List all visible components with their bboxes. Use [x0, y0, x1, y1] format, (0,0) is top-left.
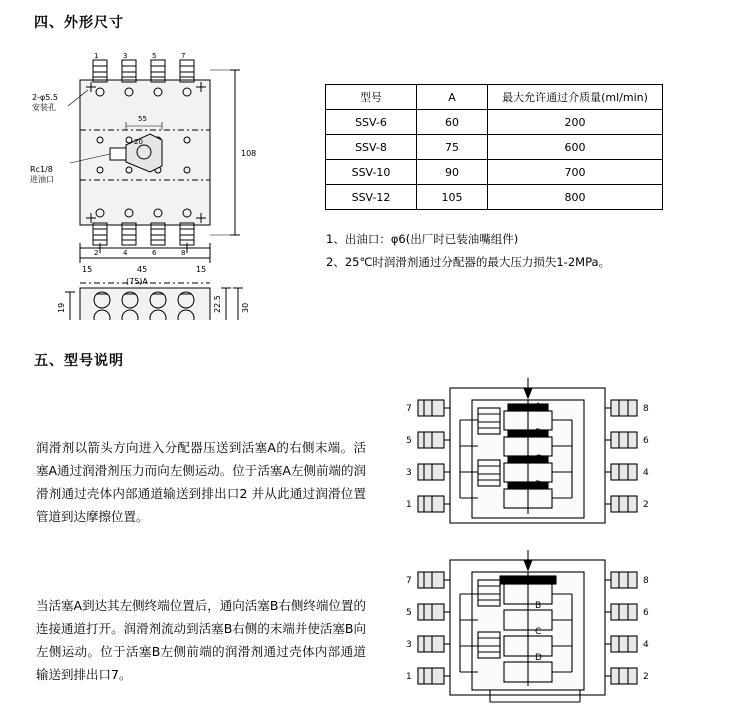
table-cell-a: 90 [417, 160, 488, 185]
svg-text:2-φ5.5: 2-φ5.5 [32, 93, 58, 102]
port-label-right: 2 [643, 672, 649, 682]
table-cell-a: 105 [417, 185, 488, 210]
table-header-cell: 最大允许通过介质量(ml/min) [488, 85, 663, 110]
table-header-cell: A [417, 85, 488, 110]
svg-text:4: 4 [123, 249, 128, 257]
section-title-dimensions: 四、外形尺寸 [34, 15, 124, 31]
svg-text:19: 19 [57, 302, 66, 313]
svg-text:进油口: 进油口 [30, 175, 54, 184]
table-cell-flow: 600 [488, 135, 663, 160]
table-cell-flow: 700 [488, 160, 663, 185]
table-cell-flow: 800 [488, 185, 663, 210]
port-label-left: 7 [406, 576, 412, 586]
svg-text:8: 8 [181, 249, 186, 257]
svg-text:15: 15 [196, 265, 207, 274]
table-row [326, 135, 663, 160]
port-label-left: 5 [406, 436, 412, 446]
schematic-diagram-1 [400, 378, 660, 528]
svg-text:3: 3 [123, 52, 128, 60]
table-cell-flow: 200 [488, 110, 663, 135]
port-label-right: 4 [643, 640, 649, 650]
svg-text:6: 6 [152, 249, 157, 257]
piston-label: B [535, 428, 542, 438]
svg-text:55: 55 [138, 115, 147, 123]
port-label-right: 6 [643, 608, 649, 618]
piston-label: A [535, 575, 542, 585]
svg-text:108: 108 [241, 149, 257, 158]
piston-label: B [535, 601, 542, 611]
svg-text:2: 2 [94, 249, 99, 257]
svg-text:22.5: 22.5 [213, 295, 222, 313]
paragraph-piston-b: 当活塞A到达其左侧终端位置后，通向活塞B右侧终端位置的连接通道打开。润滑剂流动到活塞B右侧的末端并使活塞B向左侧运动。位于活塞B左侧前端的润滑剂通过壳体内部通道输送到排出口7。 [36, 598, 366, 682]
port-label-right: 6 [643, 436, 649, 446]
note-pressure-loss: 2、25℃时润滑剂通过分配器的最大压力损失1-2MPa。 [326, 255, 611, 269]
port-label-left: 3 [406, 468, 412, 478]
port-label-left: 5 [406, 608, 412, 618]
svg-text:30: 30 [241, 302, 250, 313]
table-cell-model: SSV-12 [326, 185, 417, 210]
piston-label: A [535, 402, 542, 412]
piston-label: D [535, 480, 542, 490]
port-label-left: 1 [406, 672, 412, 682]
table-cell-model: SSV-6 [326, 110, 417, 135]
table-cell-a: 75 [417, 135, 488, 160]
port-label-right: 4 [643, 468, 649, 478]
port-label-right: 8 [643, 404, 649, 414]
svg-text:Rc1/8: Rc1/8 [30, 165, 53, 174]
piston-label: C [535, 627, 542, 637]
port-label-right: 2 [643, 500, 649, 510]
port-label-right: 8 [643, 576, 649, 586]
piston-label: D [535, 653, 542, 663]
svg-text:20: 20 [134, 138, 143, 146]
table-header-cell: 型号 [326, 85, 417, 110]
table-cell-model: SSV-10 [326, 160, 417, 185]
table-row [326, 160, 663, 185]
svg-text:1: 1 [94, 52, 99, 60]
port-label-left: 1 [406, 500, 412, 510]
table-header-row [326, 85, 663, 110]
svg-text:5: 5 [152, 52, 157, 60]
port-label-left: 3 [406, 640, 412, 650]
piston-label: C [535, 454, 542, 464]
table-row [326, 185, 663, 210]
table-cell-model: SSV-8 [326, 135, 417, 160]
svg-text:(75)A: (75)A [126, 277, 148, 286]
svg-text:7: 7 [181, 52, 186, 60]
svg-text:45: 45 [137, 265, 148, 274]
schematic-diagram-2 [400, 550, 660, 710]
table-row [326, 110, 663, 135]
section-title-model: 五、型号说明 [34, 353, 124, 369]
svg-text:15: 15 [82, 265, 93, 274]
dimension-drawing [30, 30, 300, 320]
table-cell-a: 60 [417, 110, 488, 135]
port-label-left: 7 [406, 404, 412, 414]
spec-table [325, 84, 663, 210]
paragraph-piston-a: 润滑剂以箭头方向进入分配器压送到活塞A的右侧末端。活塞A通过润滑剂压力而向左侧运动。位于活塞A左侧前端的润滑剂通过壳体内部通道输送到排出口2 并从此通过润滑位置管道到达摩擦位置。 [36, 440, 366, 524]
note-oil-outlet: 1、出油口：φ6(出厂时已装油嘴组件) [326, 232, 519, 246]
svg-text:安装孔: 安装孔 [32, 103, 56, 112]
